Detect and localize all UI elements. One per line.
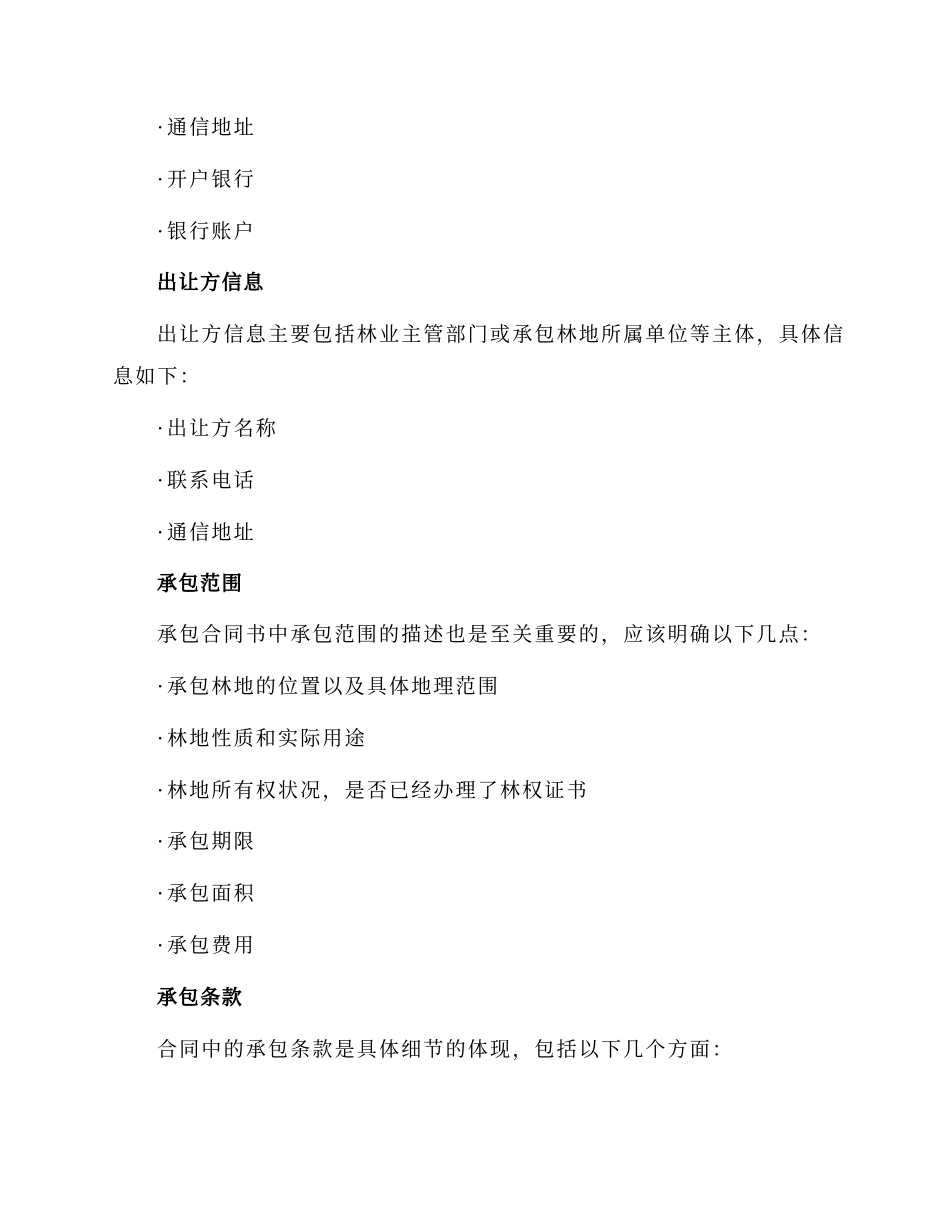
list-item-text: 通信地址 [167,520,256,544]
list-item [157,932,256,958]
paragraph-line: 承包合同书中承包范围的描述也是至关重要的，应该明确以下几点： [157,622,823,646]
list-item-text: 银行账户 [167,219,256,243]
bullet-icon: · [157,674,164,698]
list-item-text: 出让方名称 [167,416,278,440]
list-item-text: 承包林地的位置以及具体地理范围 [167,674,500,698]
paragraph-line: 息如下： [113,364,202,388]
list-item [157,218,256,244]
list-item-text: 承包费用 [167,933,256,957]
list-item [157,880,256,906]
list-item [157,467,256,493]
list-item [157,519,256,545]
bullet-icon: · [157,468,164,492]
section-heading-terms: 承包条款 [157,985,244,1009]
list-item [157,114,256,140]
paragraph-line: 出让方信息主要包括林业主管部门或承包林地所属单位等主体，具体信 [157,322,846,346]
bullet-icon: · [157,115,164,139]
list-item-text: 开户银行 [167,167,256,191]
bullet-icon: · [157,829,164,853]
list-item-text: 承包面积 [167,881,256,905]
list-item-text: 承包期限 [167,829,256,853]
list-item [157,828,256,854]
list-item-text: 林地所有权状况，是否已经办理了林权证书 [167,778,589,802]
bullet-icon: · [157,933,164,957]
bullet-icon: · [157,219,164,243]
bullet-icon: · [157,726,164,750]
bullet-icon: · [157,778,164,802]
bullet-icon: · [157,167,164,191]
list-item-text: 通信地址 [167,115,256,139]
list-item-text: 林地性质和实际用途 [167,726,367,750]
list-item [157,673,500,699]
list-item [157,725,367,751]
bullet-icon: · [157,416,164,440]
list-item [157,777,589,803]
list-item-text: 联系电话 [167,468,256,492]
section-heading-transferor: 出让方信息 [157,270,265,294]
list-item [157,166,256,192]
paragraph-line: 合同中的承包条款是具体细节的体现，包括以下几个方面： [157,1037,735,1061]
list-item [157,415,278,441]
bullet-icon: · [157,881,164,905]
bullet-icon: · [157,520,164,544]
section-heading-scope: 承包范围 [157,571,244,595]
